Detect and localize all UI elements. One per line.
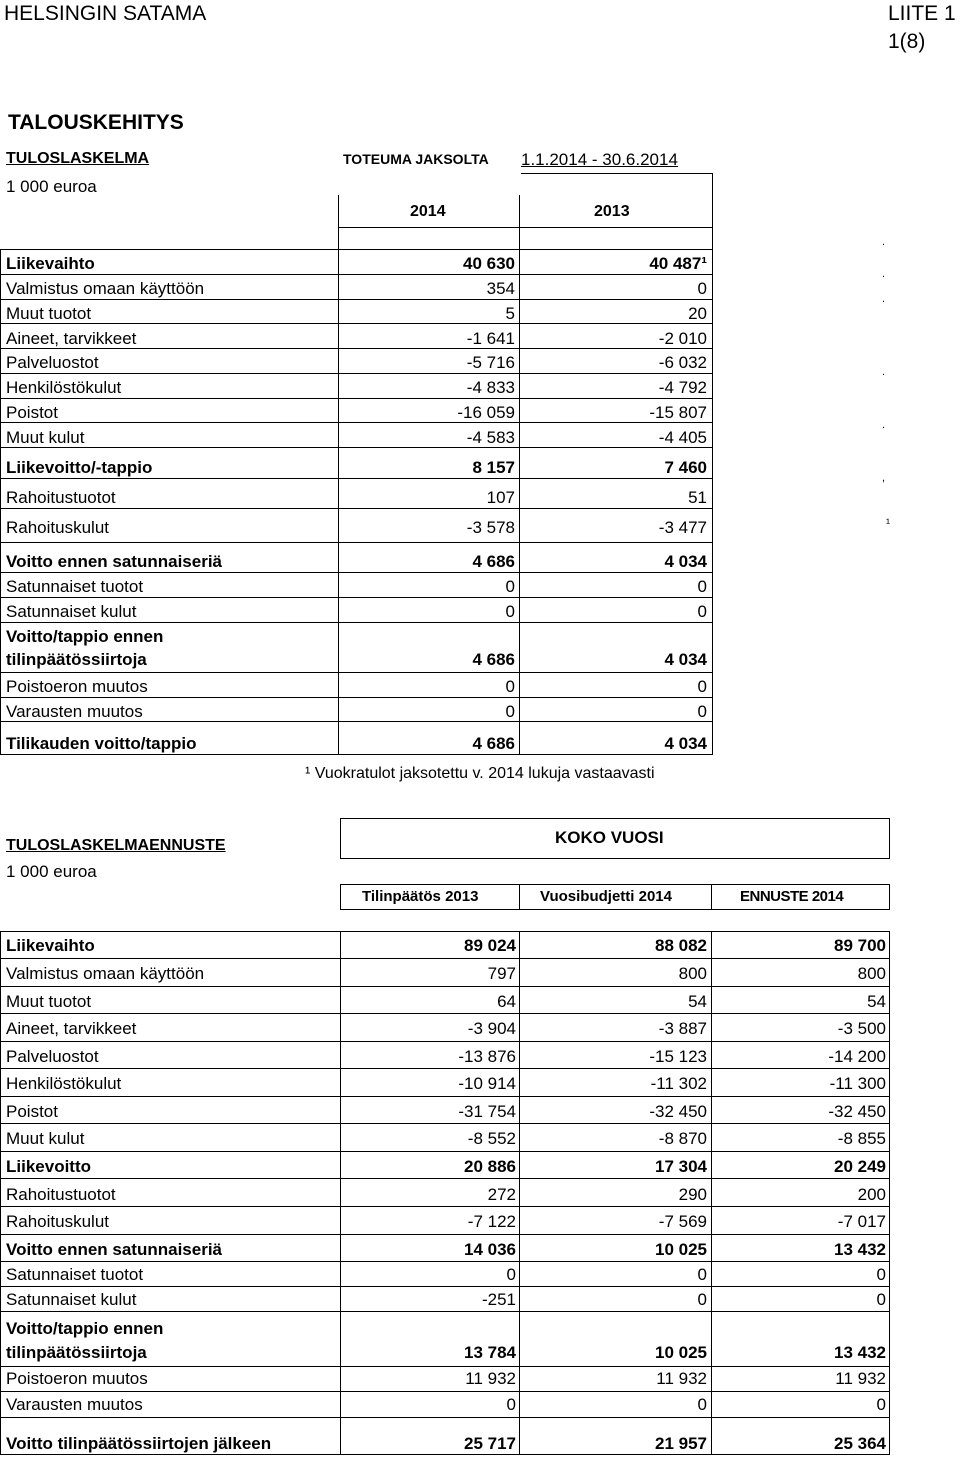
side-dot: ,: [882, 472, 886, 484]
forecast-value-2013: 797: [487, 964, 516, 983]
row-border: [0, 1417, 890, 1418]
forecast-value-forecast: -3 500: [837, 1019, 886, 1038]
income-row-label: Rahoituskulut: [6, 518, 110, 537]
forecast-value-forecast: 800: [857, 964, 886, 983]
forecast-value-2013: -3 904: [467, 1019, 516, 1038]
forecast-value-budget: 10 025: [655, 1240, 707, 1259]
forecast-value-2013: -10 914: [458, 1074, 516, 1093]
income-value-2014: 4 686: [472, 552, 515, 571]
income-row-label: Liikevaihto: [6, 254, 95, 273]
row-border: [0, 958, 890, 959]
row-border: [0, 754, 713, 755]
col-header-tilinpaatos: Tilinpäätös 2013: [362, 888, 479, 905]
income-value-2014: 8 157: [472, 458, 515, 477]
forecast-row-label: Poistot: [6, 1102, 58, 1121]
row-border: [0, 422, 713, 423]
row-border: [0, 1013, 890, 1014]
side-dot: .: [882, 366, 886, 378]
col-header-border: [340, 884, 890, 885]
income-value-2014: 0: [505, 702, 515, 721]
row-border: [0, 447, 713, 448]
income-value-2014: 0: [505, 602, 515, 621]
row-border: [0, 1261, 890, 1262]
row-border: [0, 542, 713, 543]
income-value-2013: -2 010: [658, 329, 707, 348]
forecast-row-label: Henkilöstökulut: [6, 1074, 122, 1093]
forecast-value-forecast: 200: [857, 1185, 886, 1204]
income-value-2013: -6 032: [658, 353, 707, 372]
row-border: [0, 1068, 890, 1069]
table-top-border: [0, 249, 713, 250]
income-row-label: Muut tuotot: [6, 304, 92, 323]
income-value-2013: 0: [697, 677, 707, 696]
row-border: [0, 1391, 890, 1392]
income-value-2013: 7 460: [664, 458, 707, 477]
income-value-2014: 4 686: [472, 734, 515, 753]
forecast-value-2013: 14 036: [464, 1240, 516, 1259]
row-border: [0, 398, 713, 399]
income-value-2014: 4 686: [472, 650, 515, 669]
forecast-value-2013: 0: [506, 1265, 516, 1284]
forecast-value-budget: 17 304: [655, 1157, 707, 1176]
forecast-value-2013: -13 876: [458, 1047, 516, 1066]
income-title: TULOSLASKELMA: [6, 150, 150, 167]
forecast-value-budget: 10 025: [655, 1343, 707, 1362]
section-title: TALOUSKEHITYS: [8, 111, 184, 134]
forecast-value-2013: -251: [481, 1290, 516, 1309]
income-row-label: Satunnaiset kulut: [6, 602, 137, 621]
forecast-value-budget: -32 450: [649, 1102, 707, 1121]
row-border: [0, 478, 713, 479]
side-dot: .: [882, 419, 886, 431]
forecast-value-forecast: 13 432: [834, 1240, 886, 1259]
attachment-label: LIITE 1: [888, 2, 956, 25]
forecast-value-forecast: 11 932: [835, 1369, 886, 1388]
row-border: [0, 1206, 890, 1207]
col-divider: [338, 195, 339, 755]
income-value-2013: -4 405: [658, 428, 707, 447]
forecast-value-budget: 0: [697, 1395, 707, 1414]
income-value-2013: 4 034: [664, 734, 707, 753]
col-header-border: [519, 884, 520, 910]
forecast-value-budget: -3 887: [658, 1019, 707, 1038]
forecast-row-label: Voitto/tappio ennen: [6, 1319, 164, 1338]
col-divider: [519, 195, 520, 755]
row-border: [0, 348, 713, 349]
forecast-value-forecast: 20 249: [834, 1157, 886, 1176]
col-divider: [340, 931, 341, 1455]
income-row-label: Liikevoitto/-tappio: [6, 458, 153, 477]
col-header-border: [340, 884, 341, 910]
period-label: TOTEUMA JAKSOLTA: [343, 151, 489, 167]
income-value-2014: -16 059: [457, 403, 515, 422]
income-value-2014: -1 641: [466, 329, 515, 348]
forecast-value-forecast: 0: [876, 1395, 886, 1414]
forecast-value-forecast: 0: [876, 1265, 886, 1284]
side-dot: .: [882, 293, 886, 305]
period-range: 1.1.2014 - 30.6.2014: [521, 150, 678, 169]
forecast-row-label: Muut tuotot: [6, 992, 92, 1011]
income-row-label: Poistot: [6, 403, 58, 422]
forecast-value-forecast: -32 450: [828, 1102, 886, 1121]
page-number: 1(8): [888, 30, 926, 53]
row-border: [0, 1311, 890, 1312]
col-divider: [711, 931, 712, 1455]
income-row-label: Tilikauden voitto/tappio: [6, 734, 197, 753]
row-border: [0, 597, 713, 598]
forecast-value-budget: 88 082: [655, 936, 707, 955]
forecast-value-forecast: 89 700: [834, 936, 886, 955]
income-value-2013: 4 034: [664, 650, 707, 669]
forecast-row-label: Muut kulut: [6, 1129, 85, 1148]
forecast-value-budget: -7 569: [658, 1212, 707, 1231]
forecast-row-label: Satunnaiset tuotot: [6, 1265, 144, 1284]
forecast-value-forecast: -7 017: [837, 1212, 886, 1231]
row-border: [0, 672, 713, 673]
forecast-title: TULOSLASKELMAENNUSTE: [6, 837, 226, 854]
income-value-2013: 0: [697, 279, 707, 298]
forecast-value-2013: -8 552: [467, 1129, 516, 1148]
income-value-2013: 4 034: [664, 552, 707, 571]
forecast-value-2013: 272: [487, 1185, 516, 1204]
income-row-label: Satunnaiset tuotot: [6, 577, 144, 596]
income-value-2014: -4 833: [466, 378, 515, 397]
income-row-label: Aineet, tarvikkeet: [6, 329, 137, 348]
side-footnote-mark: ¹: [886, 516, 890, 530]
income-value-2013: 40 487¹: [649, 254, 707, 273]
row-border: [0, 299, 713, 300]
income-row-label: Voitto ennen satunnaiseriä: [6, 552, 223, 571]
forecast-row-label: Liikevoitto: [6, 1157, 92, 1176]
income-value-2014: 0: [505, 577, 515, 596]
income-value-2014: 5: [505, 304, 515, 323]
row-border: [0, 1151, 890, 1152]
col-header-forecast: ENNUSTE 2014: [740, 888, 844, 905]
row-border: [0, 1041, 890, 1042]
row-border: [0, 1234, 890, 1235]
income-value-2014: -5 716: [466, 353, 515, 372]
row-border: [0, 1123, 890, 1124]
period-underline: [521, 173, 713, 174]
row-border: [0, 274, 713, 275]
row-border: [0, 986, 890, 987]
forecast-row-label: Satunnaiset kulut: [6, 1290, 137, 1309]
unit-label: 1 000 euroa: [6, 177, 97, 196]
income-value-2013: -15 807: [649, 403, 707, 422]
forecast-row-label: Varausten muutos: [6, 1395, 143, 1414]
income-value-2013: -3 477: [658, 518, 707, 537]
forecast-value-budget: 21 957: [655, 1434, 707, 1453]
forecast-row-label: Liikevaihto: [6, 936, 95, 955]
table-right-border: [712, 173, 713, 755]
income-value-2013: 20: [688, 304, 707, 323]
income-value-2014: 40 630: [463, 254, 515, 273]
row-border: [0, 373, 713, 374]
forecast-value-budget: 54: [688, 992, 707, 1011]
income-value-2013: 0: [697, 577, 707, 596]
income-value-2013: 0: [697, 602, 707, 621]
income-value-2014: 354: [486, 279, 515, 298]
col-header-2013: 2013: [594, 203, 630, 220]
table-top-border: [0, 931, 890, 932]
table-right-border: [889, 931, 890, 1455]
col-header-border: [340, 909, 890, 910]
col-header-2014: 2014: [410, 203, 446, 220]
row-border: [0, 721, 713, 722]
row-border: [0, 1096, 890, 1097]
forecast-value-budget: 11 932: [656, 1369, 707, 1388]
income-row-label: Henkilöstökulut: [6, 378, 122, 397]
forecast-value-2013: 13 784: [464, 1343, 516, 1362]
income-row-label: Rahoitustuotot: [6, 488, 116, 507]
forecast-row-label: tilinpäätössiirtoja: [6, 1343, 147, 1362]
row-border: [0, 1286, 890, 1287]
income-row-label: Muut kulut: [6, 428, 85, 447]
income-value-2014: 0: [505, 677, 515, 696]
forecast-row-label: Rahoituskulut: [6, 1212, 110, 1231]
col-header-border: [889, 884, 890, 910]
income-row-label: Palveluostot: [6, 353, 99, 372]
forecast-value-budget: -15 123: [649, 1047, 707, 1066]
forecast-row-label: Valmistus omaan käyttöön: [6, 964, 205, 983]
forecast-row-label: Aineet, tarvikkeet: [6, 1019, 137, 1038]
income-value-2013: 51: [688, 488, 707, 507]
group-header-border: [340, 818, 341, 859]
row-border: [0, 572, 713, 573]
income-row-label: Voitto/tappio ennen: [6, 627, 164, 646]
forecast-value-2013: 11 932: [465, 1369, 516, 1388]
group-header: KOKO VUOSI: [555, 828, 664, 847]
row-border: [0, 508, 713, 509]
row-border: [0, 697, 713, 698]
forecast-value-budget: 800: [678, 964, 707, 983]
income-row-label: Valmistus omaan käyttöön: [6, 279, 205, 298]
forecast-value-budget: 0: [697, 1290, 707, 1309]
footnote: ¹ Vuokratulot jaksotettu v. 2014 lukuja vastaavasti: [305, 765, 655, 782]
income-value-2014: -3 578: [466, 518, 515, 537]
forecast-value-forecast: 13 432: [834, 1343, 886, 1362]
forecast-unit: 1 000 euroa: [6, 862, 97, 881]
forecast-value-2013: 25 717: [464, 1434, 516, 1453]
forecast-value-forecast: -8 855: [837, 1129, 886, 1148]
forecast-value-2013: 20 886: [464, 1157, 516, 1176]
row-border: [0, 622, 713, 623]
forecast-value-2013: 64: [497, 992, 516, 1011]
group-header-border: [340, 858, 890, 859]
forecast-value-2013: -31 754: [458, 1102, 516, 1121]
forecast-value-budget: -8 870: [658, 1129, 707, 1148]
forecast-value-budget: 0: [697, 1265, 707, 1284]
col-header-border: [338, 227, 713, 228]
forecast-row-label: Voitto tilinpäätössiirtojen jälkeen: [6, 1434, 272, 1453]
income-row-label: tilinpäätössiirtoja: [6, 650, 147, 669]
forecast-value-2013: -7 122: [467, 1212, 516, 1231]
group-header-border: [889, 818, 890, 859]
income-value-2013: -4 792: [658, 378, 707, 397]
col-header-budget: Vuosibudjetti 2014: [540, 888, 672, 905]
income-value-2014: 107: [486, 488, 515, 507]
side-dot: .: [882, 236, 886, 248]
forecast-value-forecast: 54: [867, 992, 886, 1011]
side-dot: .: [882, 268, 886, 280]
forecast-value-forecast: -11 300: [829, 1074, 886, 1093]
row-border: [0, 323, 713, 324]
table-left-border: [0, 931, 1, 1455]
forecast-value-2013: 89 024: [464, 936, 516, 955]
forecast-value-budget: 290: [678, 1185, 707, 1204]
row-border: [0, 1366, 890, 1367]
group-header-border: [340, 818, 890, 819]
forecast-value-2013: 0: [506, 1395, 516, 1414]
forecast-row-label: Poistoeron muutos: [6, 1369, 148, 1388]
forecast-row-label: Rahoitustuotot: [6, 1185, 116, 1204]
forecast-value-budget: -11 302: [650, 1074, 707, 1093]
row-border: [0, 1178, 890, 1179]
table-left-border: [0, 249, 1, 755]
forecast-value-forecast: -14 200: [828, 1047, 886, 1066]
income-row-label: Varausten muutos: [6, 702, 143, 721]
col-divider: [519, 931, 520, 1455]
row-border: [0, 1454, 890, 1455]
org-name: HELSINGIN SATAMA: [4, 2, 207, 25]
forecast-value-forecast: 0: [876, 1290, 886, 1309]
income-row-label: Poistoeron muutos: [6, 677, 148, 696]
forecast-row-label: Palveluostot: [6, 1047, 99, 1066]
income-value-2014: -4 583: [466, 428, 515, 447]
income-value-2013: 0: [697, 702, 707, 721]
forecast-value-forecast: 25 364: [834, 1434, 886, 1453]
col-header-border: [711, 884, 712, 910]
forecast-row-label: Voitto ennen satunnaiseriä: [6, 1240, 223, 1259]
